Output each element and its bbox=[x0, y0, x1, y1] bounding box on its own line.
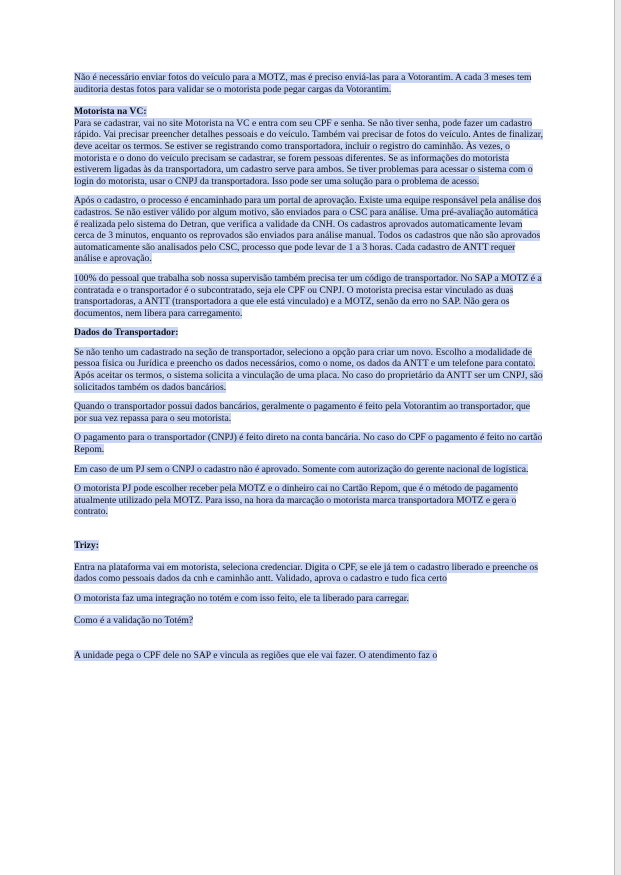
document-body bbox=[74, 72, 544, 662]
heading-dados-transportador-text: Dados do Transportador: bbox=[74, 327, 179, 339]
paragraph-motorista-pj bbox=[74, 483, 544, 518]
paragraph-unidade-cpf-text: A unidade pega o CPF dele no SAP e vincula as regiões que ele vai fazer. O atendimento faz o bbox=[74, 649, 438, 661]
paragraph-dados-bancarios bbox=[74, 401, 544, 424]
paragraph-pj-sem-cnpj bbox=[74, 464, 544, 476]
paragraph-codigo-transportador-text: 100% do pessoal que trabalha sob nossa supervisão também precisa ter um código de transportador. No SAP a MOTZ é a contratada e o transportador é o subcontratado, seja ele CPF ou CNPJ. O motorista precisa estar vinculado as duas transportadoras, a ANTT (transportadora a que ele está vinculado) e a MOTZ, senão da erro no SAP. Não gera os documentos, nem libera para carregamento. bbox=[74, 272, 542, 319]
paragraph-trizy-credenciar bbox=[74, 562, 544, 585]
paragraph-pagamento bbox=[74, 432, 544, 455]
paragraph-cadastro-text: Para se cadastrar, vai no site Motorista na VC e entra com seu CPF e senha. Se não tiver senha, pode fazer um cadastro rápido. Vai precisar preencher detalhes pessoais e do veículo. Também vai precisar de fotos do veículo. Antes de finalizar, deve aceitar os termos. Se estiver se registrando como transportadora, incluir o registro do caminhão. Às vezes, o motorista e o dono do veículo precisam se cadastrar, se forem pessoas diferentes. Se as informações do motorista estiverem ligadas às da transportadora, um cadastro serve para ambos. Se tiver problemas para acessar o sistema com o login do motorista, usar o CNPJ da transportadora. Isso pode ser uma solução para o problema de acesso. bbox=[74, 117, 543, 187]
paragraph-codigo-transportador bbox=[74, 273, 544, 319]
heading-motorista-vc-text: Motorista na VC: bbox=[74, 106, 147, 118]
heading-validacao-totem bbox=[74, 615, 544, 627]
page-edge-shadow bbox=[614, 0, 621, 875]
heading-dados-transportador bbox=[74, 327, 544, 339]
paragraph-integracao-totem bbox=[74, 593, 544, 605]
paragraph-pj-sem-cnpj-text: Em caso de um PJ sem o CNPJ o cadastro não é aprovado. Somente com autorização do gerente nacional de logística. bbox=[74, 463, 529, 475]
heading-validacao-totem-text: Como é a validação no Totém? bbox=[74, 615, 194, 627]
paragraph-novo-transportador bbox=[74, 347, 544, 393]
heading-motorista-vc bbox=[74, 106, 544, 118]
paragraph-integracao-totem-text: O motorista faz uma integração no totém e com isso feito, ele ta liberado para carregar. bbox=[74, 592, 409, 604]
paragraph-novo-transportador-text: Se não tenho um cadastrado na seção de transportador, seleciono a opção para criar um novo. Escolho a modalidade de pessoa física ou Jurídica e preencho os dados necessários, como o nome, os dados da ANTT e um telefone para contato. Após aceitar os termos, o sistema solicita a vinculação de uma placa. No caso do proprietário da ANTT ser um CNPJ, são solicitados também os dados bancários. bbox=[74, 346, 543, 393]
paragraph-unidade-cpf bbox=[74, 650, 544, 662]
heading-trizy bbox=[74, 540, 544, 552]
paragraph-pagamento-text: O pagamento para o transportador (CNPJ) é feito direto na conta bancária. No caso do CPF o pagamento é feito no cartão Repom. bbox=[74, 432, 543, 456]
paragraph-motorista-pj-text: O motorista PJ pode escolher receber pela MOTZ e o dinheiro cai no Cartão Repom, que é o método de pagamento atualmente utilizado pela MOTZ. Para isso, na hora da marcação o motorista marca transportadora MOTZ e gera o contrato. bbox=[74, 483, 518, 518]
paragraph-trizy-credenciar-text: Entra na plataforma vai em motorista, seleciona credenciar. Digita o CPF, se ele já tem o cadastro liberado e preenche os dados como pessoais dados da cnh e caminhão antt. Validado, aprova o cadastro e tudo fica certo bbox=[74, 561, 538, 585]
paragraph-cadastro bbox=[74, 118, 544, 188]
paragraph-aprovacao-text: Após o cadastro, o processo é encaminhado para um portal de aprovação. Existe uma equipe responsável pela análise dos cadastros. Se não estiver válido por algum motivo, são enviados para o CSC para análise. Uma pré-avaliação automática é realizada pelo sistema do Detran, que verifica a validade da CNH. Os cadastros aprovados automaticamente levam cerca de 3 minutos, enquanto os reprovados são enviados para análise manual. Todos os cadastros que não são aprovados automaticamente são analisados pelo CSC, processo que pode levar de 1 a 3 horas. Cada cadastro de ANTT requer análise e aprovação. bbox=[74, 195, 542, 265]
paragraph-aprovacao bbox=[74, 195, 544, 265]
heading-trizy-text: Trizy: bbox=[74, 540, 99, 551]
paragraph-dados-bancarios-text: Quando o transportador possui dados bancários, geralmente o pagamento é feito pela Votorantim ao transportador, que por sua vez repassa para o seu motorista. bbox=[74, 401, 531, 424]
paragraph-fotos bbox=[74, 72, 544, 95]
paragraph-fotos-text: Não é necessário enviar fotos do veículo para a MOTZ, mas é preciso enviá-las para a Votorantim. A cada 3 meses tem auditoria destas fotos para validar se o motorista pode pegar cargas da Votorantim. bbox=[74, 72, 532, 95]
